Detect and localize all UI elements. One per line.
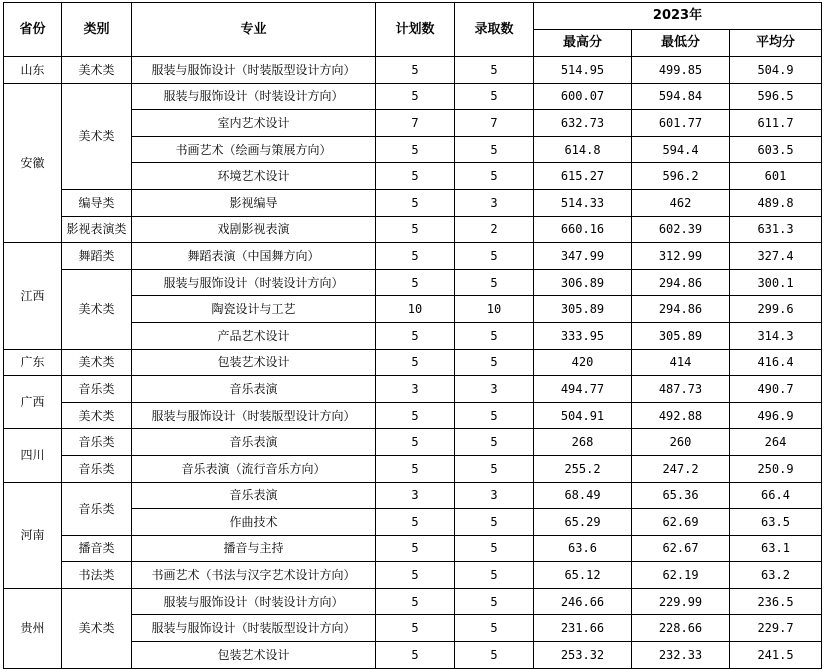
min-score-cell: 294.86 xyxy=(632,269,730,296)
min-score-cell: 499.85 xyxy=(632,57,730,84)
category-cell: 播音类 xyxy=(62,535,132,562)
plan-count-cell: 5 xyxy=(376,136,455,163)
max-score-cell: 660.16 xyxy=(534,216,632,243)
plan-count-cell: 5 xyxy=(376,509,455,536)
province-cell: 安徽 xyxy=(4,83,62,243)
plan-count-cell: 5 xyxy=(376,216,455,243)
avg-score-cell: 596.5 xyxy=(730,83,822,110)
province-cell: 山东 xyxy=(4,57,62,84)
max-score-cell: 494.77 xyxy=(534,376,632,403)
table-row xyxy=(4,189,822,216)
max-score-cell: 65.12 xyxy=(534,562,632,589)
table-row xyxy=(4,429,822,456)
table-body xyxy=(4,57,822,669)
max-score-cell: 600.07 xyxy=(534,83,632,110)
major-cell: 音乐表演 xyxy=(132,482,376,509)
min-score-cell: 487.73 xyxy=(632,376,730,403)
avg-score-cell: 63.1 xyxy=(730,535,822,562)
plan-count-cell: 5 xyxy=(376,349,455,376)
province-cell: 广东 xyxy=(4,349,62,376)
admitted-count-cell: 3 xyxy=(455,376,534,403)
min-score-cell: 601.77 xyxy=(632,110,730,137)
avg-score-cell: 264 xyxy=(730,429,822,456)
table-row xyxy=(4,588,822,615)
admitted-count-cell: 2 xyxy=(455,216,534,243)
avg-score-cell: 327.4 xyxy=(730,243,822,270)
min-score-cell: 65.36 xyxy=(632,482,730,509)
avg-score-cell: 299.6 xyxy=(730,296,822,323)
avg-score-cell: 63.5 xyxy=(730,509,822,536)
major-cell: 音乐表演 xyxy=(132,429,376,456)
major-cell: 服装与服饰设计（时装版型设计方向） xyxy=(132,402,376,429)
major-cell: 音乐表演 xyxy=(132,376,376,403)
category-cell: 美术类 xyxy=(62,269,132,349)
header-plan: 计划数 xyxy=(376,3,455,57)
major-cell: 包装艺术设计 xyxy=(132,349,376,376)
max-score-cell: 347.99 xyxy=(534,243,632,270)
category-cell: 美术类 xyxy=(62,588,132,668)
max-score-cell: 306.89 xyxy=(534,269,632,296)
max-score-cell: 514.95 xyxy=(534,57,632,84)
min-score-cell: 492.88 xyxy=(632,402,730,429)
min-score-cell: 312.99 xyxy=(632,243,730,270)
admitted-count-cell: 5 xyxy=(455,349,534,376)
min-score-cell: 594.4 xyxy=(632,136,730,163)
admitted-count-cell: 5 xyxy=(455,322,534,349)
table-row xyxy=(4,402,822,429)
plan-count-cell: 5 xyxy=(376,562,455,589)
min-score-cell: 414 xyxy=(632,349,730,376)
avg-score-cell: 496.9 xyxy=(730,402,822,429)
plan-count-cell: 5 xyxy=(376,402,455,429)
min-score-cell: 229.99 xyxy=(632,588,730,615)
header-year-group: 2023年 xyxy=(534,3,822,30)
province-cell: 广西 xyxy=(4,376,62,429)
header-category: 类别 xyxy=(62,3,132,57)
max-score-cell: 231.66 xyxy=(534,615,632,642)
major-cell: 产品艺术设计 xyxy=(132,322,376,349)
category-cell: 音乐类 xyxy=(62,376,132,403)
major-cell: 环境艺术设计 xyxy=(132,163,376,190)
admitted-count-cell: 5 xyxy=(455,136,534,163)
max-score-cell: 255.2 xyxy=(534,455,632,482)
min-score-cell: 247.2 xyxy=(632,455,730,482)
avg-score-cell: 236.5 xyxy=(730,588,822,615)
major-cell: 戏剧影视表演 xyxy=(132,216,376,243)
table-row xyxy=(4,243,822,270)
plan-count-cell: 5 xyxy=(376,57,455,84)
plan-count-cell: 5 xyxy=(376,535,455,562)
max-score-cell: 65.29 xyxy=(534,509,632,536)
max-score-cell: 514.33 xyxy=(534,189,632,216)
major-cell: 作曲技术 xyxy=(132,509,376,536)
header-admitted: 录取数 xyxy=(455,3,534,57)
admitted-count-cell: 5 xyxy=(455,535,534,562)
max-score-cell: 333.95 xyxy=(534,322,632,349)
admitted-count-cell: 5 xyxy=(455,243,534,270)
min-score-cell: 294.86 xyxy=(632,296,730,323)
admitted-count-cell: 5 xyxy=(455,163,534,190)
avg-score-cell: 250.9 xyxy=(730,455,822,482)
plan-count-cell: 5 xyxy=(376,243,455,270)
avg-score-cell: 603.5 xyxy=(730,136,822,163)
admitted-count-cell: 5 xyxy=(455,588,534,615)
table-row xyxy=(4,349,822,376)
category-cell: 美术类 xyxy=(62,402,132,429)
plan-count-cell: 5 xyxy=(376,429,455,456)
major-cell: 舞蹈表演（中国舞方向） xyxy=(132,243,376,270)
max-score-cell: 305.89 xyxy=(534,296,632,323)
avg-score-cell: 314.3 xyxy=(730,322,822,349)
max-score-cell: 63.6 xyxy=(534,535,632,562)
min-score-cell: 594.84 xyxy=(632,83,730,110)
avg-score-cell: 66.4 xyxy=(730,482,822,509)
table-row xyxy=(4,562,822,589)
min-score-cell: 305.89 xyxy=(632,322,730,349)
min-score-cell: 260 xyxy=(632,429,730,456)
category-cell: 舞蹈类 xyxy=(62,243,132,270)
max-score-cell: 614.8 xyxy=(534,136,632,163)
admitted-count-cell: 5 xyxy=(455,615,534,642)
avg-score-cell: 63.2 xyxy=(730,562,822,589)
major-cell: 服装与服饰设计（时装设计方向） xyxy=(132,83,376,110)
plan-count-cell: 5 xyxy=(376,83,455,110)
plan-count-cell: 5 xyxy=(376,269,455,296)
plan-count-cell: 7 xyxy=(376,110,455,137)
admitted-count-cell: 5 xyxy=(455,429,534,456)
admitted-count-cell: 10 xyxy=(455,296,534,323)
category-cell: 美术类 xyxy=(62,83,132,189)
major-cell: 服装与服饰设计（时装设计方向） xyxy=(132,269,376,296)
max-score-cell: 68.49 xyxy=(534,482,632,509)
min-score-cell: 462 xyxy=(632,189,730,216)
major-cell: 服装与服饰设计（时装版型设计方向） xyxy=(132,57,376,84)
plan-count-cell: 5 xyxy=(376,642,455,669)
category-cell: 音乐类 xyxy=(62,455,132,482)
category-cell: 编导类 xyxy=(62,189,132,216)
major-cell: 播音与主持 xyxy=(132,535,376,562)
table-row xyxy=(4,482,822,509)
avg-score-cell: 504.9 xyxy=(730,57,822,84)
admitted-count-cell: 5 xyxy=(455,83,534,110)
min-score-cell: 62.69 xyxy=(632,509,730,536)
major-cell: 服装与服饰设计（时装设计方向） xyxy=(132,588,376,615)
min-score-cell: 232.33 xyxy=(632,642,730,669)
admitted-count-cell: 3 xyxy=(455,189,534,216)
province-cell: 江西 xyxy=(4,243,62,349)
admitted-count-cell: 3 xyxy=(455,482,534,509)
major-cell: 书画艺术（绘画与策展方向） xyxy=(132,136,376,163)
min-score-cell: 228.66 xyxy=(632,615,730,642)
table-header xyxy=(4,3,822,57)
header-major: 专业 xyxy=(132,3,376,57)
plan-count-cell: 5 xyxy=(376,322,455,349)
avg-score-cell: 489.8 xyxy=(730,189,822,216)
avg-score-cell: 490.7 xyxy=(730,376,822,403)
header-province: 省份 xyxy=(4,3,62,57)
category-cell: 音乐类 xyxy=(62,482,132,535)
avg-score-cell: 601 xyxy=(730,163,822,190)
major-cell: 音乐表演（流行音乐方向） xyxy=(132,455,376,482)
max-score-cell: 504.91 xyxy=(534,402,632,429)
header-avg-score: 平均分 xyxy=(730,30,822,57)
admitted-count-cell: 5 xyxy=(455,562,534,589)
table-row xyxy=(4,83,822,110)
avg-score-cell: 229.7 xyxy=(730,615,822,642)
plan-count-cell: 5 xyxy=(376,189,455,216)
min-score-cell: 596.2 xyxy=(632,163,730,190)
admitted-count-cell: 5 xyxy=(455,269,534,296)
plan-count-cell: 10 xyxy=(376,296,455,323)
plan-count-cell: 3 xyxy=(376,482,455,509)
category-cell: 音乐类 xyxy=(62,429,132,456)
province-cell: 四川 xyxy=(4,429,62,482)
max-score-cell: 253.32 xyxy=(534,642,632,669)
major-cell: 服装与服饰设计（时装版型设计方向） xyxy=(132,615,376,642)
table-row xyxy=(4,57,822,84)
min-score-cell: 62.67 xyxy=(632,535,730,562)
avg-score-cell: 300.1 xyxy=(730,269,822,296)
admitted-count-cell: 7 xyxy=(455,110,534,137)
avg-score-cell: 611.7 xyxy=(730,110,822,137)
table-row xyxy=(4,216,822,243)
min-score-cell: 62.19 xyxy=(632,562,730,589)
avg-score-cell: 416.4 xyxy=(730,349,822,376)
major-cell: 书画艺术（书法与汉字艺术设计方向） xyxy=(132,562,376,589)
plan-count-cell: 3 xyxy=(376,376,455,403)
max-score-cell: 632.73 xyxy=(534,110,632,137)
category-cell: 书法类 xyxy=(62,562,132,589)
plan-count-cell: 5 xyxy=(376,615,455,642)
header-min-score: 最低分 xyxy=(632,30,730,57)
min-score-cell: 602.39 xyxy=(632,216,730,243)
admitted-count-cell: 5 xyxy=(455,642,534,669)
admitted-count-cell: 5 xyxy=(455,57,534,84)
max-score-cell: 420 xyxy=(534,349,632,376)
max-score-cell: 268 xyxy=(534,429,632,456)
province-cell: 贵州 xyxy=(4,588,62,668)
category-cell: 影视表演类 xyxy=(62,216,132,243)
plan-count-cell: 5 xyxy=(376,455,455,482)
table-row xyxy=(4,535,822,562)
major-cell: 包装艺术设计 xyxy=(132,642,376,669)
table-row xyxy=(4,376,822,403)
table-row xyxy=(4,269,822,296)
max-score-cell: 246.66 xyxy=(534,588,632,615)
major-cell: 影视编导 xyxy=(132,189,376,216)
plan-count-cell: 5 xyxy=(376,163,455,190)
header-max-score: 最高分 xyxy=(534,30,632,57)
major-cell: 陶瓷设计与工艺 xyxy=(132,296,376,323)
max-score-cell: 615.27 xyxy=(534,163,632,190)
admitted-count-cell: 5 xyxy=(455,509,534,536)
admitted-count-cell: 5 xyxy=(455,402,534,429)
avg-score-cell: 241.5 xyxy=(730,642,822,669)
admission-scores-table xyxy=(3,2,822,669)
avg-score-cell: 631.3 xyxy=(730,216,822,243)
table-row xyxy=(4,455,822,482)
major-cell: 室内艺术设计 xyxy=(132,110,376,137)
province-cell: 河南 xyxy=(4,482,62,588)
admitted-count-cell: 5 xyxy=(455,455,534,482)
category-cell: 美术类 xyxy=(62,349,132,376)
plan-count-cell: 5 xyxy=(376,588,455,615)
category-cell: 美术类 xyxy=(62,57,132,84)
